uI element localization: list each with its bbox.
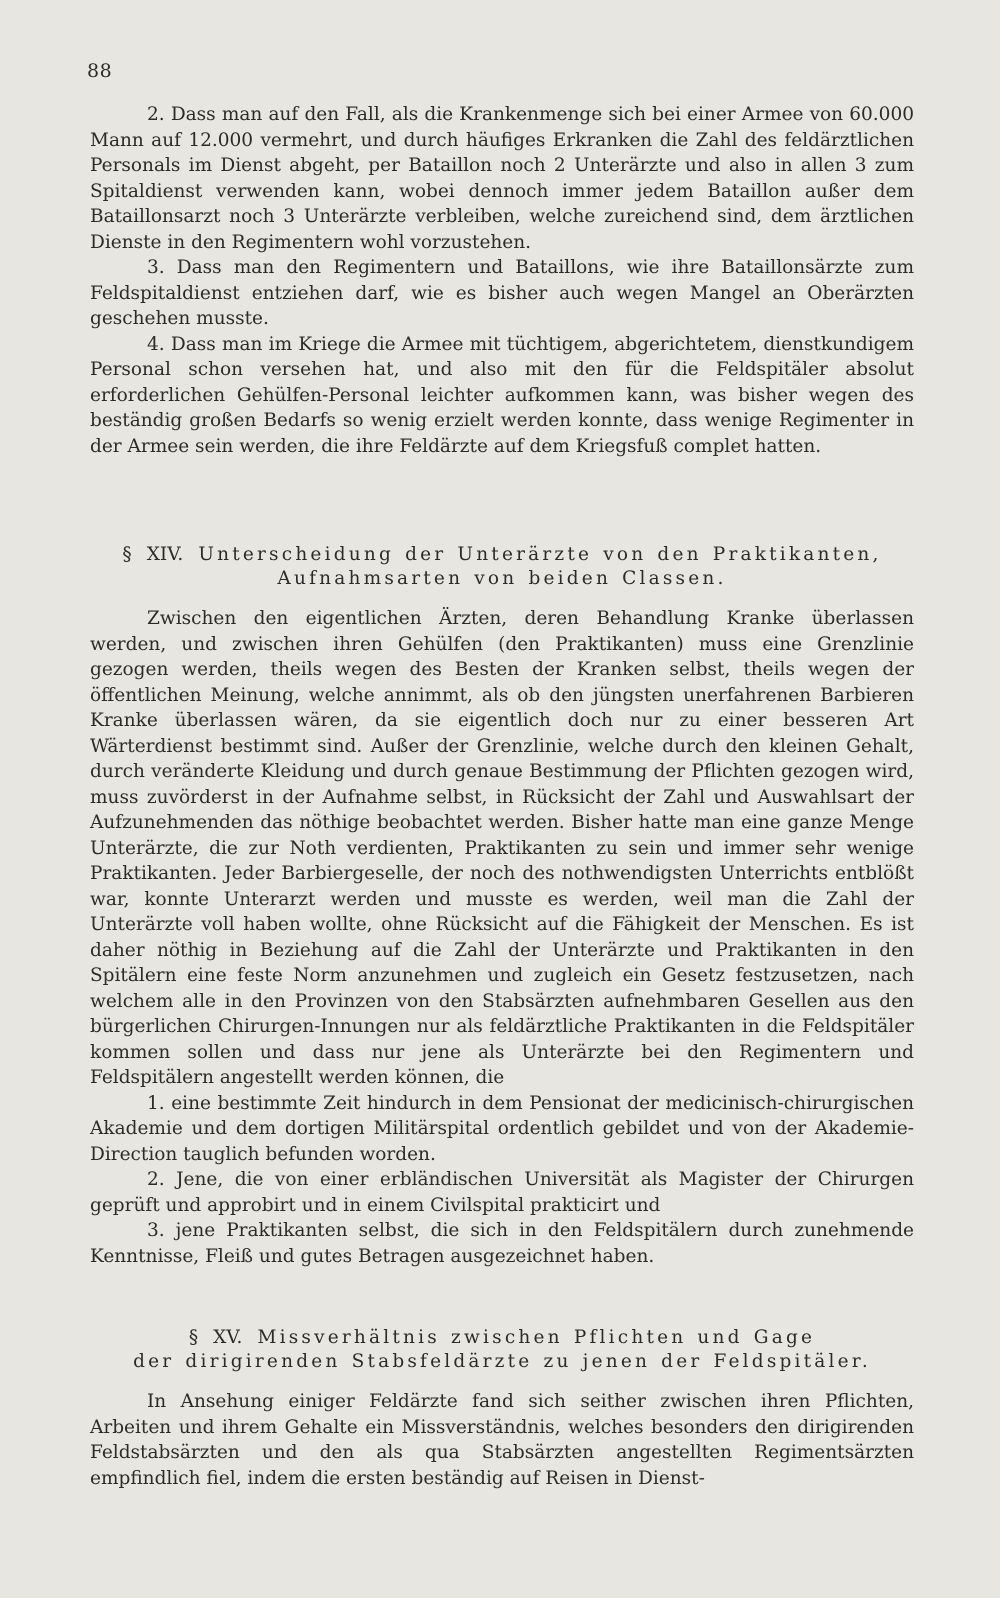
section-title: Missverhältnis zwischen Pflichten und Gage: [257, 1327, 816, 1348]
section-number: XIV.: [146, 544, 184, 565]
section-xv-heading: [90, 1326, 914, 1374]
list-item-1: 1. eine bestimmte Zeit hindurch in dem Pensionat der medicinisch-chirurgischen Akademie und dem dortigen Militärspital ordentlich gebildet und von der Akademie-Direction tauglich befunden worden.: [90, 1092, 914, 1165]
section-xv-heading-line-1: [90, 1326, 914, 1350]
section-xiv-heading: [90, 543, 914, 591]
section-mark: §: [122, 544, 132, 565]
list-item-3: 3. jene Praktikanten selbst, die sich in den Feldspitälern durch zunehmende Kenntnisse, Fleiß und gutes Betragen ausgezeichnet haben.: [90, 1220, 914, 1267]
section-title: Unterscheidung der Unterärzte von den Praktikanten,: [198, 544, 882, 565]
paragraph: In Ansehung einiger Feldärzte fand sich seither zwischen ihren Pflichten, Arbeiten und ihrem Gehalte ein Missverständnis, welches besonders den dirigirenden Feldstabsärzten und den als qua Stabsärzten angestellten Regimentsärzten empfindlich fiel, indem die ersten beständig auf Reisen in Dienst-: [90, 1391, 914, 1489]
section-subtitle: der dirigirenden Stabsfeldärzte zu jenen der Feldspitäler.: [133, 1351, 871, 1372]
section-number: XV.: [213, 1327, 243, 1348]
section-xiv-heading-line-1: [90, 543, 914, 567]
paragraph-point-2: 2. Dass man auf den Fall, als die Krankenmenge sich bei einer Armee von 60.000 Mann auf 12.000 vermehrt, und durch häufiges Erkranken die Zahl des feldärztlichen Personals im Dienst abgeht, per Bataillon noch 2 Unterärzte und also in allen 3 zum Spitaldienst verwenden kann, wobei dennoch immer jedem Bataillon außer dem Bataillonsarzt noch 3 Unterärzte verbleiben, welche zureichend sind, dem ärztlichen Dienste in den Regimentern wohl vorzustehen.: [90, 104, 914, 253]
paragraph-point-4: 4. Dass man im Kriege die Armee mit tüchtigem, abgerichtetem, dienstkundigem Personal schon versehen hat, und also mit den für die Feldspitäler absolut erforderlichen Gehülfen-Personal leichter aufkommen kann, was bisher wegen des beständig großen Bedarfs so wenig erzielt werden konnte, dass wenige Regimenter in der Armee sein werden, die ihre Feldärzte auf dem Kriegsfuß complet hatten.: [90, 333, 914, 457]
section-mark: §: [188, 1327, 199, 1348]
section-xv-body: [90, 1389, 914, 1491]
list-item-2: 2. Jene, die von einer erbländischen Universität als Magister der Chirurgen geprüft und approbirt und in einem Civilspital prakticirt und: [90, 1169, 914, 1216]
paragraph-point-3: 3. Dass man den Regimentern und Bataillons, wie ihre Bataillonsärzte zum Feldspitaldienst entziehen darf, wie es bisher auch wegen Mangel an Oberärzten geschehen musste.: [90, 257, 914, 329]
page-number: 88: [87, 60, 113, 82]
paragraph: Zwischen den eigentlichen Ärzten, deren Behandlung Kranke überlassen werden, und zwischen ihren Gehülfen (den Praktikanten) muss eine Grenzlinie gezogen werden, theils wegen des Besten der Kranken selbst, theils wegen der öffentlichen Meinung, welche annimmt, als ob den jüngsten unerfahrenen Barbieren Kranke überlassen wären, da sie eigentlich doch nur zu einer besseren Art Wärterdienst bestimmt sind. Außer der Grenzlinie, welche durch den kleinen Gehalt, durch veränderte Kleidung und durch genaue Bestimmung der Pflichten gezogen wird, muss zuvörderst in der Aufnahme selbst, in Rücksicht der Zahl und Auswahlsart der Aufzunehmenden das nöthige beobachtet werden. Bisher hatte man eine ganze Menge Unterärzte, die zur Noth verdienten, Praktikanten zu sein und immer sehr wenige Praktikanten. Jeder Barbiergeselle, der noch des nothwendigsten Unterrichts entblößt war, konnte Unterarzt werden und musste es werden, weil man die Zahl der Unterärzte voll haben wollte, ohne Rücksicht auf die Fähigkeit der Menschen. Es ist daher nöthig in Beziehung auf die Zahl der Unterärzte und Praktikanten in den Spitälern eine feste Norm anzunehmen und zugleich ein Gesetz festzusetzen, nach welchem alle in den Provinzen von den Stabsärzten aufnehmbaren Gesellen aus den bürgerlichen Chirurgen-Innungen nur als feldärztliche Praktikanten in die Feldspitäler kommen sollen und dass nur jene als Unterärzte bei den Regimentern und Feldspitälern angestellt werden können, die: [90, 608, 914, 1088]
section-xiv-body: [90, 606, 914, 1269]
section-subtitle: Aufnahmsarten von beiden Classen.: [277, 568, 727, 589]
numbered-points-block: [90, 102, 914, 459]
